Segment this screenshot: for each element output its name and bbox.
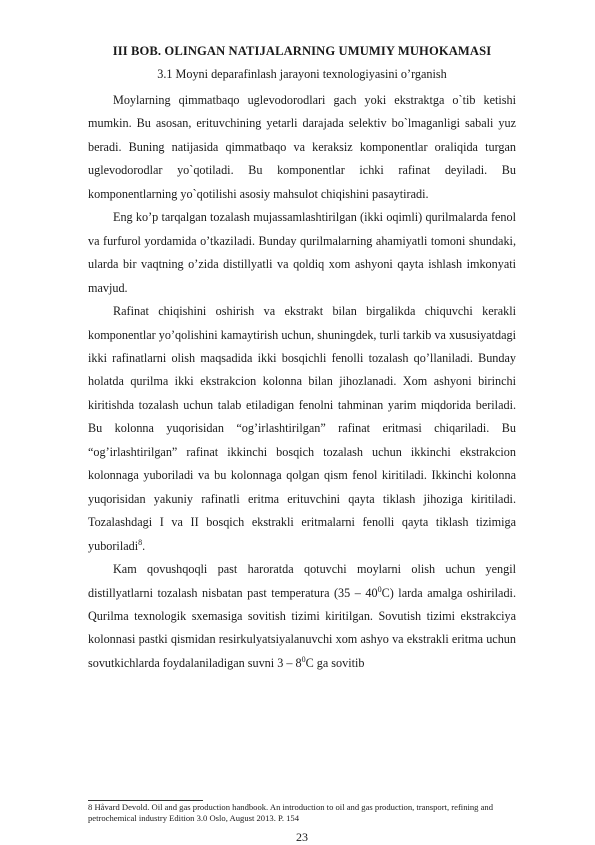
footnote-text: Håvard Devold. Oil and gas production handbook. An introduction to oil and gas production, transport, refining and petrochemical industry Edition 3.0 Oslo, August 2013. P. 154 [88, 802, 494, 823]
paragraph-3-text: Rafinat chiqishini oshirish va ekstrakt bilan birgalikda chiquvchi kerakli komponentlar yo’qolishini kamaytirish uchun, shuningdek, turli tarkib va xususiyatdagi ikki rafinatlarni olish maqsadida ikki bosqichli fenolli tozalash qo’llaniladi. Bunday holatda qurilma ikki ekstrakcion kolonna bilan jihozlanadi. Xom ashyoni birinchi kiritishda tozalash uchun talab etiladigan fenolni tahminan yarim miqdorida beriladi. Bu kolonna yuqorisidan “og’irlashtirilgan” rafinat eritmasi chiqariladi. Bu “og’irlashtirilgan” rafinat ikkinchi bosqich tozalash uchun ikkinchi ekstrakcion kolonnaga yuboriladi va bu kolonnaga qolgan qism fenol kiritiladi. Ikkinchi kolonna yuqorisidan yakuniy rafinatli eritma erituvchini qayta tiklash jihoziga kiritiladi. Tozalashdagi I va II bosqich ekstrakli eritmalarni fenolli qayta tiklash tizimiga yuboriladi [88, 304, 516, 553]
body-text [88, 89, 516, 675]
paragraph-1-text: Moylarning qimmatbaqo uglevodorodlari gach yoki ekstraktga o`tib ketishi mumkin. Bu asosan, erituvchining yetarli darajada selektiv bo`lmaganligi sabali yuz beradi. Buning natijasida qimmatbaqo va keraksiz komponentlar oraliqida turgan uglevodorodlar yo`qotiladi. Bu komponentlar ichki rafinat deyiladi. Bu komponentlarning yo`qotilishi asosiy mahsulot chiqishini pasaytiradi. [88, 93, 516, 201]
page-number: 23 [296, 830, 308, 844]
paragraph-4-text-mid: C) larda amalga oshiriladi. Qurilma texnologik sxemasiga sovitish tizimi kiritilgan. Sovutish tizimi ekstrakciya kolonnasi pastki qismidan resirkulyatsiyalanuvchi xom ashyo va ekstrakli eritma uchun sovutkichlarda foydalaniladigan suvni 3 – 8 [88, 585, 516, 670]
paragraph-4-text-after: C ga sovitib [305, 655, 365, 670]
degree-superscript: 0 [377, 584, 382, 594]
paragraph-2 [88, 206, 516, 300]
paragraph-4 [88, 558, 516, 675]
paragraph-2-text: Eng ko’p tarqalgan tozalash mujassamlashtirilgan (ikki oqimli) qurilmalarda fenol va furfurol yordamida o’tkaziladi. Bunday qurilmalarning ahamiyatli tomoni shundaki, ularda bir vaqtning o’zida distillyatli va qoldiq xom ashyoni qayta ishlash imkonyati mavjud. [88, 210, 516, 295]
section-subheading: 3.1 Moyni deparafinlash jarayoni texnologiyasini o’rganish [157, 67, 447, 81]
paragraph-3 [88, 300, 516, 558]
paragraph-4-text-before: Kam qovushqoqli past haroratda qotuvchi moylarni olish uchun yengil distillyatlarni tozalash nisbatan past temperatura (35 – 40 [88, 562, 516, 600]
paragraph-3-end: . [142, 538, 146, 553]
footnote-divider [88, 800, 203, 801]
chapter-heading: III BOB. OLINGAN NATIJALARNING UMUMIY MUHOKAMASI [112, 44, 492, 58]
footnote-reference[interactable]: 8 [138, 537, 143, 547]
degree-superscript: 0 [301, 654, 306, 664]
footnote-number: 8 [88, 802, 93, 812]
footnote [88, 802, 528, 824]
paragraph-1 [88, 89, 516, 206]
